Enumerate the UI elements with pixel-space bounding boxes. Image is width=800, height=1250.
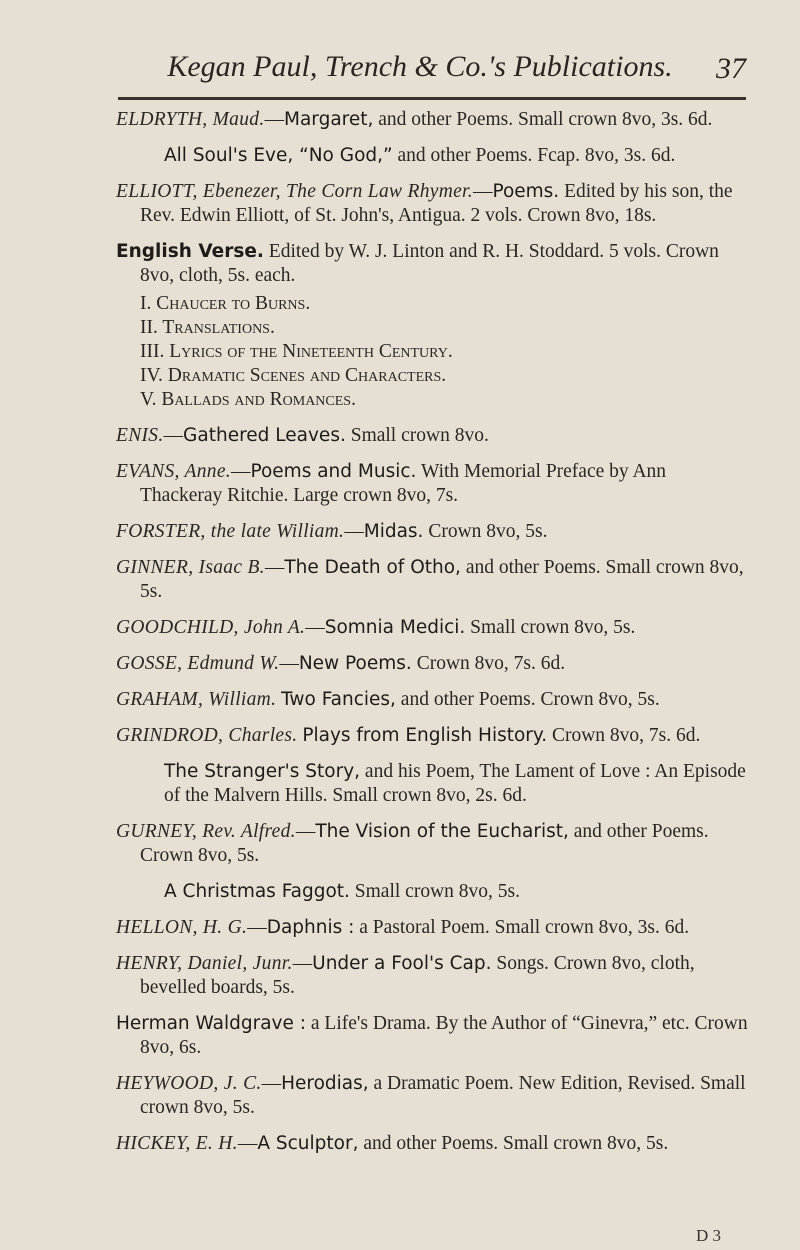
catalogue-entry <box>116 616 748 640</box>
entry-title: All Soul's Eve, “No God,” <box>164 145 393 166</box>
entry-details: a Dramatic Poem. New Edition, Revised. Small crown 8vo, 5s. <box>140 1073 746 1118</box>
entry-separator: — <box>163 425 184 446</box>
entry-details: and other Poems. Crown 8vo, 5s. <box>395 689 660 710</box>
catalogue-entry <box>116 916 748 940</box>
catalogue-entry <box>116 460 748 508</box>
entry-separator: — <box>292 953 313 974</box>
entry-title: The Stranger's Story, <box>164 761 361 782</box>
entry-title: A Christmas Faggot. <box>164 881 350 902</box>
entry-separator: — <box>237 1133 258 1154</box>
catalogue-entry <box>116 556 748 604</box>
entry-author: ELLIOTT, Ebenezer, The Corn Law Rhymer. <box>116 181 473 202</box>
volume-list <box>140 292 748 412</box>
entry-details: and other Poems. Small crown 8vo, 5s. <box>358 1133 669 1154</box>
entry-author: EVANS, Anne. <box>116 461 231 482</box>
catalogue-entry <box>116 180 748 228</box>
entry-separator: — <box>230 461 251 482</box>
entry-details: a Pastoral Poem. Small crown 8vo, 3s. 6d. <box>354 917 690 938</box>
catalogue-entry <box>116 108 748 132</box>
entry-title: Under a Fool's Cap. <box>312 953 492 974</box>
entry-details: and his Poem, The Lament of Love : An Episode of the Malvern Hills. Small crown 8vo, 2s. 6d. <box>164 761 746 806</box>
running-title: Kegan Paul, Trench & Co.'s Publications. <box>167 50 673 83</box>
entry-separator: — <box>247 917 267 938</box>
catalogue-entry <box>116 1072 748 1120</box>
entry-details: Crown 8vo, 7s. 6d. <box>547 725 701 746</box>
entry-details: and other Poems. Small crown 8vo, 5s. <box>140 557 744 602</box>
entry-details: Crown 8vo, 5s. <box>423 521 548 542</box>
entry-details: Small crown 8vo, 5s. <box>465 617 636 638</box>
entry-details: and other Poems. Fcap. 8vo, 3s. 6d. <box>392 145 676 166</box>
entry-title: English Verse. <box>116 241 264 262</box>
entry-details: Small crown 8vo, 5s. <box>349 881 520 902</box>
catalogue-entry <box>116 1132 748 1156</box>
entry-author: GINNER, Isaac B. <box>116 557 265 578</box>
running-header <box>100 50 746 94</box>
entry-title: Two Fancies, <box>281 689 396 710</box>
entry-author: ELDRYTH, Maud. <box>116 109 265 130</box>
entry-details: a Life's Drama. By the Author of “Ginevra,” etc. Crown 8vo, 6s. <box>140 1013 748 1058</box>
catalogue-entry <box>116 880 748 904</box>
entry-title: Daphnis : <box>266 917 355 938</box>
entry-author: HICKEY, E. H. <box>116 1133 238 1154</box>
volume-item: I. Chaucer to Burns. <box>140 293 311 314</box>
entry-author: ENIS. <box>116 425 164 446</box>
entry-separator: — <box>344 521 364 542</box>
entry-author: HELLON, H. G. <box>116 917 248 938</box>
header-rule <box>118 97 746 100</box>
catalogue-entry <box>116 1012 748 1060</box>
entry-author: HENRY, Daniel, Junr. <box>116 953 293 974</box>
volume-item: III. Lyrics of the Nineteenth Century. <box>140 341 453 362</box>
signature-mark: D 3 <box>696 1226 722 1245</box>
entry-title: Poems and Music. <box>250 461 417 482</box>
page-number: 37 <box>716 52 746 85</box>
entry-author: GRINDROD, Charles. <box>116 725 298 746</box>
catalogue-entry <box>116 760 748 808</box>
catalogue-entry <box>116 952 748 1000</box>
catalogue-entry <box>116 240 748 288</box>
entry-separator: — <box>305 617 325 638</box>
entry-title: The Vision of the Eucharist, <box>315 821 569 842</box>
entry-title: Gathered Leaves. <box>183 425 346 446</box>
entry-details: Crown 8vo, 7s. 6d. <box>411 653 566 674</box>
catalogue-entry <box>116 724 748 748</box>
entry-details: Edited by W. J. Linton and R. H. Stoddard. 5 vols. Crown 8vo, cloth, 5s. each. <box>140 241 719 286</box>
catalogue-entry <box>116 144 748 168</box>
entry-details: Songs. Crown 8vo, cloth, bevelled boards, 5s. <box>140 953 695 998</box>
entry-separator: — <box>261 1073 282 1094</box>
catalogue-entry <box>116 424 748 448</box>
entry-separator: — <box>279 653 299 674</box>
entry-author: GOODCHILD, John A. <box>116 617 306 638</box>
volume-item: IV. Dramatic Scenes and Characters. <box>140 365 447 386</box>
catalogue-entry <box>116 688 748 712</box>
catalogue-listing <box>116 108 748 1168</box>
entry-author: GRAHAM, William. <box>116 689 277 710</box>
catalogue-entry <box>116 520 748 544</box>
catalogue-entry <box>116 820 748 868</box>
entry-author: HEYWOOD, J. C. <box>116 1073 262 1094</box>
entry-title: Poems. <box>492 181 560 202</box>
entry-separator: — <box>264 557 285 578</box>
entry-details: With Memorial Preface by Ann Thackeray Ritchie. Large crown 8vo, 7s. <box>140 461 667 506</box>
entry-separator: — <box>295 821 316 842</box>
volume-item: II. Translations. <box>140 317 275 338</box>
entry-author: GOSSE, Edmund W. <box>116 653 280 674</box>
entry-title: Midas. <box>363 521 424 542</box>
entry-separator: — <box>264 109 284 130</box>
entry-title: Herodias, <box>281 1073 369 1094</box>
entry-author: FORSTER, the late William. <box>116 521 345 542</box>
entry-details: Edited by his son, the Rev. Edwin Elliott, of St. John's, Antigua. 2 vols. Crown 8vo, 18s. <box>140 181 733 226</box>
entry-details: and other Poems. Crown 8vo, 5s. <box>140 821 709 866</box>
entry-title: A Sculptor, <box>257 1133 359 1154</box>
entry-details: and other Poems. Small crown 8vo, 3s. 6d. <box>373 109 713 130</box>
entry-author: GURNEY, Rev. Alfred. <box>116 821 296 842</box>
entry-details: Small crown 8vo. <box>345 425 489 446</box>
entry-title: Margaret, <box>284 109 374 130</box>
entry-title: Somnia Medici. <box>324 617 466 638</box>
entry-title: Plays from English History. <box>302 725 548 746</box>
volume-item: V. Ballads and Romances. <box>140 389 356 410</box>
catalogue-entry <box>116 652 748 676</box>
entry-title: The Death of Otho, <box>284 557 461 578</box>
entry-title: New Poems. <box>298 653 412 674</box>
entry-separator: — <box>472 181 493 202</box>
entry-title: Herman Waldgrave : <box>116 1013 306 1034</box>
